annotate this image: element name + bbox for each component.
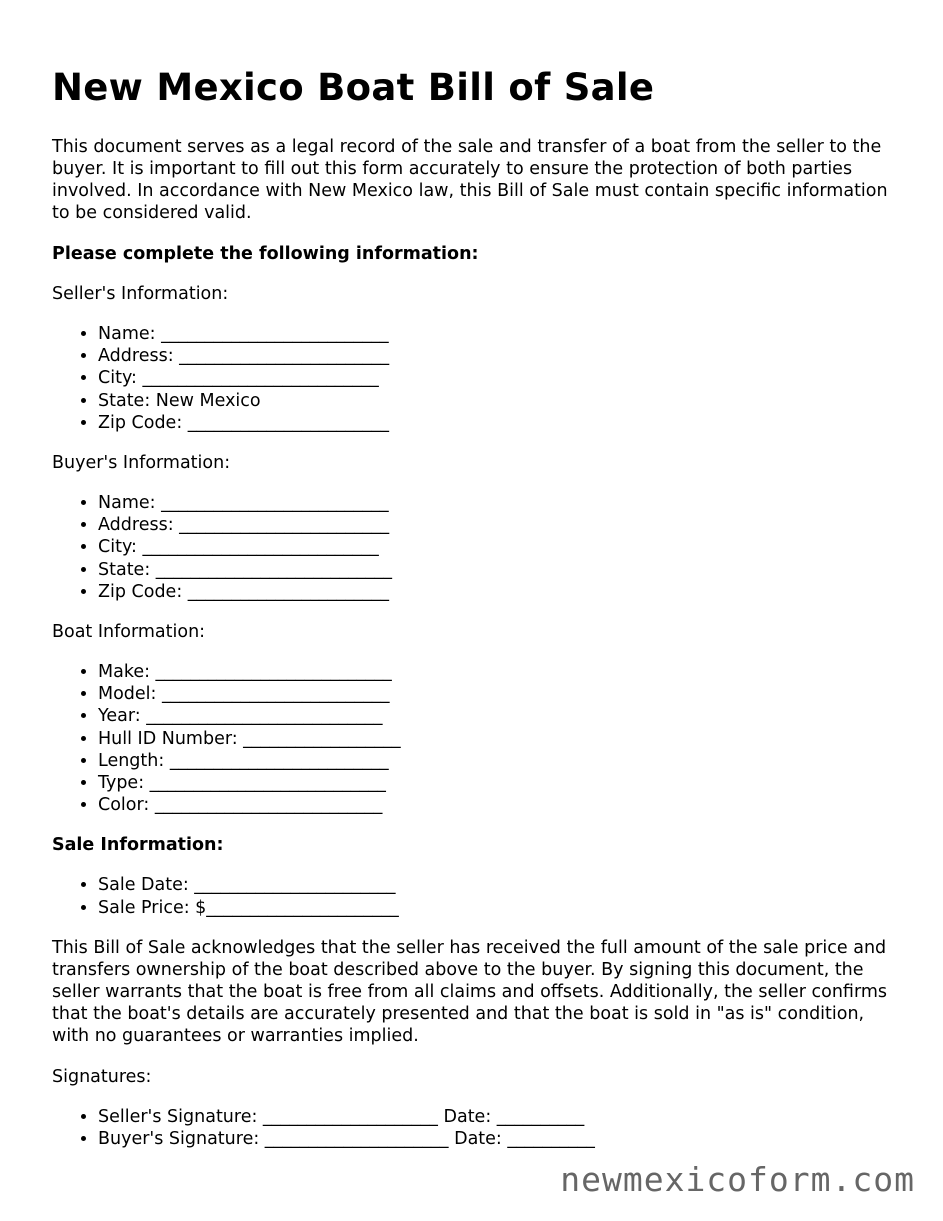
boat-year-field: • Year: ___________________________ [98,705,902,727]
seller-zip-field: • Zip Code: _______________________ [98,412,902,434]
instructions-heading: Please complete the following information: [52,244,479,264]
seller-signature-line: • Seller's Signature: ____________________ Date: __________ [98,1106,902,1128]
buyer-zip-field: • Zip Code: _______________________ [98,581,902,603]
seller-state-field: • State: New Mexico [98,390,902,412]
document-title: New Mexico Boat Bill of Sale [52,66,655,109]
intro-paragraph: This document serves as a legal record of the sale and transfer of a boat from the seller to the buyer. It is important to fill out this form accurately to ensure the protection of both parties involved. In accordance with New Mexico law, this Bill of Sale must contain specific information to be considered valid. [52,137,888,223]
buyer-name-field: • Name: __________________________ [98,492,902,514]
buyer-city-field: • City: ___________________________ [98,536,902,558]
seller-name-field: • Name: __________________________ [98,323,902,345]
boat-model-field: • Model: __________________________ [98,683,902,705]
buyer-fields-list [52,492,902,603]
seller-fields-list [52,323,902,434]
boat-fields-list [52,661,902,816]
seller-address-field: • Address: ________________________ [98,345,902,367]
sale-price-field: • Sale Price: $______________________ [98,897,902,919]
boat-length-field: • Length: _________________________ [98,750,902,772]
boat-section-label: Boat Information: [52,622,206,643]
signatures-list [52,1106,902,1150]
boat-type-field: • Type: ___________________________ [98,772,902,794]
boat-color-field: • Color: __________________________ [98,794,902,816]
document-page [52,64,902,1168]
buyer-signature-line: • Buyer's Signature: _____________________ Date: __________ [98,1128,902,1150]
seller-city-field: • City: ___________________________ [98,367,902,389]
sale-date-field: • Sale Date: _______________________ [98,874,902,896]
site-watermark: newmexicoform.com [560,1160,915,1199]
buyer-state-field: • State: ___________________________ [98,559,902,581]
sale-fields-list [52,874,902,918]
buyer-address-field: • Address: ________________________ [98,514,902,536]
seller-section-label: Seller's Information: [52,284,229,304]
boat-hull-id-field: • Hull ID Number: __________________ [98,728,902,750]
closing-paragraph: This Bill of Sale acknowledges that the seller has received the full amount of the sale price and transfers ownership of the boat described above to the buyer. By signing this document, the seller warrants that the boat is free from all claims and offsets. Additionally, the seller confirms that the boat's details are accurately presented and that the boat is sold in "as is" condition, with no guarantees or warranties implied. [52,937,888,1046]
boat-make-field: • Make: ___________________________ [98,661,902,683]
signatures-section-label: Signatures: [52,1066,152,1087]
sale-section-heading: Sale Information: [52,835,224,856]
buyer-section-label: Buyer's Information: [52,453,231,474]
